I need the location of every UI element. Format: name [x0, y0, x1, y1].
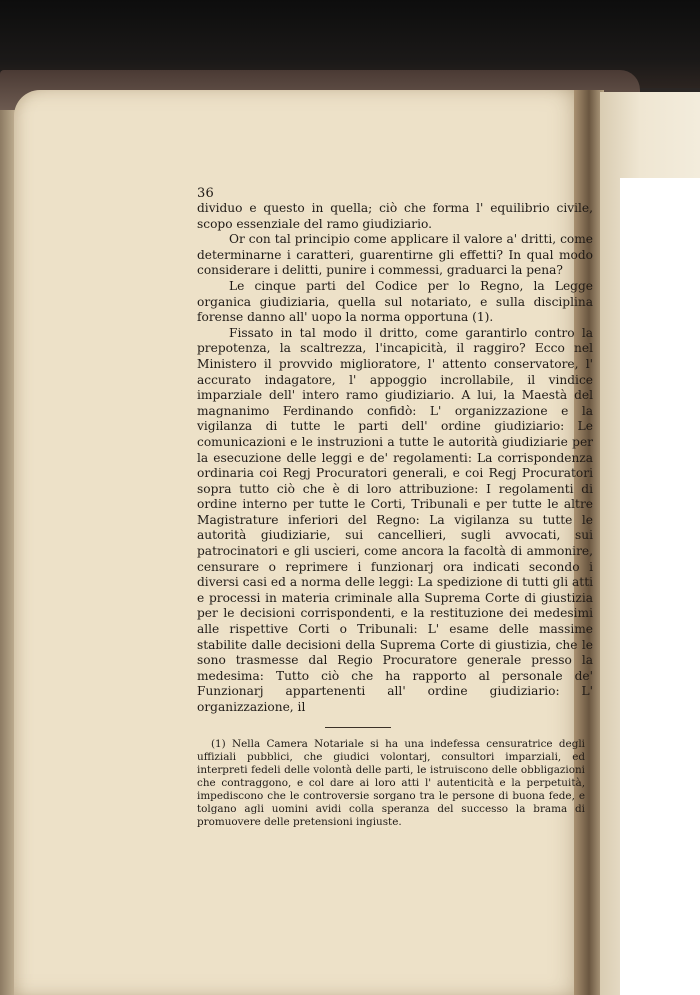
- paragraph-codice: Le cinque parti del Codice per lo Regno, la Legge organica giudiziaria, quella sul notariato, e sulla disciplina forense danno all' uopo la norma opportuna (1).: [197, 278, 593, 325]
- scan-white-strip: [620, 178, 700, 995]
- paragraph-ministero: Fissato in tal modo il dritto, come garantirlo contro la prepotenza, la scaltrezza, l'incapicità, il raggiro? Ecco nel Ministero il provvido miglioratore, l' attento conservatore, l' accurato indagatore, l' appoggio incrollabile, il vindice imparziale dell' intero ramo giudiziario. A lui, la Maestà del magnanimo Ferdinando confidò: L' organizzazione e la vigilanza di tutte le parti dell' ordine giudiziario: Le comunicazioni e le instruzioni a tutte le autorità giudiziarie per la esecuzione delle leggi e de' regolamenti: La corrispondenza ordinaria coi Regj Procuratori generali, e coi Regj Procuratori sopra tutto ciò che è di loro attribuzione: I regolamenti di ordine interno per tutte le Corti, Tribunali e per tutte le altre Magistrature inferiori del Regno: La vigilanza su tutte le autorità giudiziarie, sui cancellieri, sugli avvocati, sui patrocinatori e gli uscieri, come ancora la facoltà di ammonire, censurare o reprimere i funzionarj ora indicati secondo i diversi casi ed a norma delle leggi: La spedizione di tutti gli atti e processi in materia criminale alla Suprema Corte di giustizia per le decisioni corrispondenti, e la restituzione dei medesimi alle rispettive Corti o Tribunali: L' esame delle massime stabilite dalle decisioni della Suprema Corte di giustizia, che le sono trasmesse dal Regio Procuratore generale presso la medesima: Tutto ciò che ha rapporto al personale de' Funzionarj appartenenti all' ordine giudiziario: L' organizzazione, il: [197, 325, 593, 714]
- main-body-text: [197, 201, 593, 716]
- page-text-block: [197, 186, 593, 829]
- footnote: (1) Nella Camera Notariale si ha una indefessa censuratrice degli uffiziali pubblici, che giudici volontarj, consultori imparziali, ed interpreti fedeli delle volontà delle parti, le istruiscono delle obbligazioni che contraggono, e col dare ai loro atti l' autenticità e la perpetuità, impediscono che le controversie sorgano tra le persone di buona fede, e tolgano agli uomini avidi colla speranza del successo la brama di promuovere delle pretensioni ingiuste.: [197, 737, 585, 828]
- footnote-separator: [325, 727, 391, 728]
- paragraph-rights: Or con tal principio come applicare il valore a' dritti, come determinarne i caratteri, guarentirne gli effetti? In qual modo considerare i delitti, punire i commessi, graduarci la pena?: [197, 232, 593, 278]
- page-number: 36: [197, 186, 214, 201]
- paragraph-continuation: dividuo e questo in quella; ciò che forma l' equilibrio civile, scopo essenziale del ramo giudiziario.: [197, 201, 593, 231]
